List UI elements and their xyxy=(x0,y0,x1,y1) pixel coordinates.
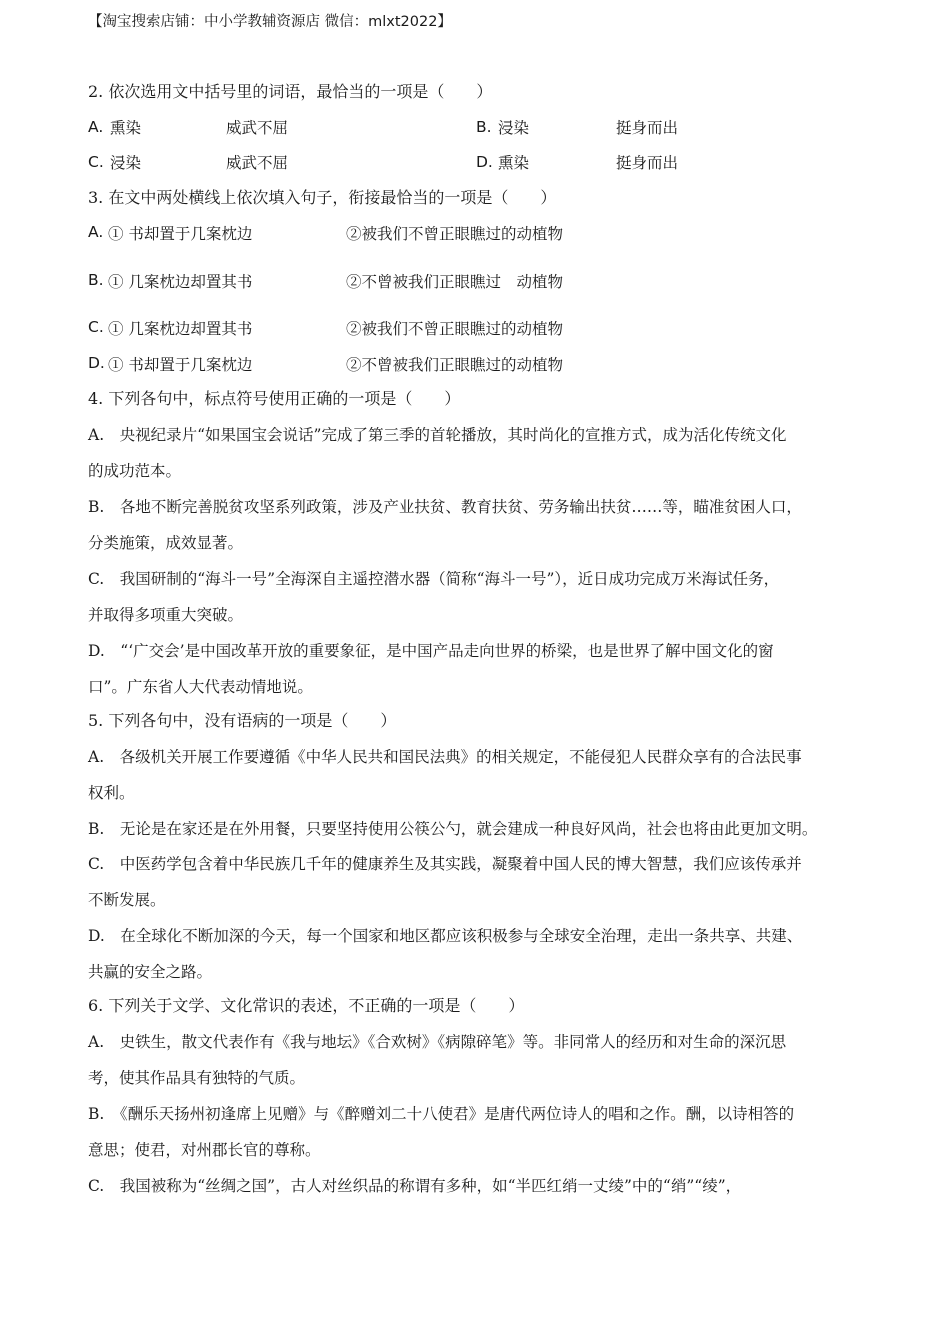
option-letter: C. xyxy=(88,318,104,336)
option-sentence-1: ① 几案枕边却置其书 xyxy=(108,320,253,338)
option-letter: A. xyxy=(88,118,104,136)
question-5-line: 不断发展。 xyxy=(88,891,166,909)
option-word-2: 挺身而出 xyxy=(616,119,679,137)
question-6-stem: 6. 下列关于文学、文化常识的表述，不正确的一项是（ ） xyxy=(88,996,525,1015)
question-4-line: B. 各地不断完善脱贫攻坚系列政策，涉及产业扶贫、教育扶贫、劳务输出扶贫……等，瞄准贫困人口， xyxy=(88,498,802,516)
option-sentence-1: ① 书却置于几案枕边 xyxy=(108,225,253,243)
question-3-stem: 3. 在文中两处横线上依次填入句子，衔接最恰当的一项是（ ） xyxy=(88,188,557,207)
option-sentence-2: ②被我们不曾正眼瞧过的动植物 xyxy=(346,225,564,243)
question-4-line: A. 央视纪录片“如果国宝会说话”完成了第三季的首轮播放，其时尚化的宣推方式，成为活化传统文化 xyxy=(88,426,787,444)
option-sentence-2: ②不曾被我们正眼瞧过的动植物 xyxy=(346,356,564,374)
page-header: 【淘宝搜索店铺：中小学教辅资源店 微信：mlxt2022】 xyxy=(88,14,452,30)
option-sentence-2: ②被我们不曾正眼瞧过的动植物 xyxy=(346,320,564,338)
option-sentence-1: ① 几案枕边却置其书 xyxy=(108,273,253,291)
option-letter: A. xyxy=(88,223,104,241)
question-6-line: 考，使其作品具有独特的气质。 xyxy=(88,1069,306,1087)
question-5-line: D. 在全球化不断加深的今天，每一个国家和地区都应该积极参与全球安全治理，走出一条共享、共建、 xyxy=(88,927,803,945)
question-5-line: B. 无论是在家还是在外用餐，只要坚持使用公筷公勺，就会建成一种良好风尚，社会也将由此更加文明。 xyxy=(88,820,818,838)
question-4-line: D. “‘广交会’是中国改革开放的重要象征，是中国产品走向世界的桥梁，也是世界了解中国文化的窗 xyxy=(88,642,774,660)
question-6-line: B. 《酬乐天扬州初逢席上见赠》与《醉赠刘二十八使君》是唐代两位诗人的唱和之作。酬，以诗相答的 xyxy=(88,1105,795,1123)
question-6-line: C. 我国被称为“丝绸之国”，古人对丝织品的称谓有多种，如“半匹红绡一丈绫”中的“绡”“绫”， xyxy=(88,1177,742,1195)
option-letter: D. xyxy=(88,354,105,372)
question-6-line: 意思；使君，对州郡长官的尊称。 xyxy=(88,1141,321,1159)
question-6-line: A. 史铁生，散文代表作有《我与地坛》《合欢树》《病隙碎笔》等。非同常人的经历和对生命的深沉思 xyxy=(88,1033,787,1051)
option-letter: D. xyxy=(476,153,493,171)
option-letter: B. xyxy=(88,271,104,289)
question-4-stem: 4. 下列各句中，标点符号使用正确的一项是（ ） xyxy=(88,389,461,408)
question-4-line: 口”。广东省人大代表动情地说。 xyxy=(88,678,313,696)
option-sentence-1: ① 书却置于几案枕边 xyxy=(108,356,253,374)
question-4-line: 的成功范本。 xyxy=(88,462,182,480)
question-4-line: 分类施策，成效显著。 xyxy=(88,534,244,552)
question-4-line: C. 我国研制的“海斗一号”全海深自主遥控潜水器（简称“海斗一号”），近日成功完成万米海试任务， xyxy=(88,570,780,588)
option-word-1: 浸染 xyxy=(498,119,530,137)
question-5-stem: 5. 下列各句中，没有语病的一项是（ ） xyxy=(88,711,397,730)
option-word-1: 熏染 xyxy=(110,119,142,137)
option-letter: C. xyxy=(88,153,104,171)
option-letter: B. xyxy=(476,118,492,136)
option-sentence-2: ②不曾被我们正眼瞧过 动植物 xyxy=(346,273,564,291)
question-5-line: A. 各级机关开展工作要遵循《中华人民共和国民法典》的相关规定，不能侵犯人民群众享有的合法民事 xyxy=(88,748,802,766)
option-word-2: 威武不屈 xyxy=(226,154,289,172)
question-4-line: 并取得多项重大突破。 xyxy=(88,606,244,624)
option-word-1: 熏染 xyxy=(498,154,530,172)
question-5-line: 权利。 xyxy=(88,784,135,802)
option-word-2: 威武不屈 xyxy=(226,119,289,137)
option-word-2: 挺身而出 xyxy=(616,154,679,172)
option-word-1: 浸染 xyxy=(110,154,142,172)
question-5-line: 共赢的安全之路。 xyxy=(88,963,213,981)
question-5-line: C. 中医药学包含着中华民族几千年的健康养生及其实践，凝聚着中国人民的博大智慧，我们应该传承并 xyxy=(88,855,802,873)
question-2-stem: 2. 依次选用文中括号里的词语，最恰当的一项是（ ） xyxy=(88,82,493,101)
